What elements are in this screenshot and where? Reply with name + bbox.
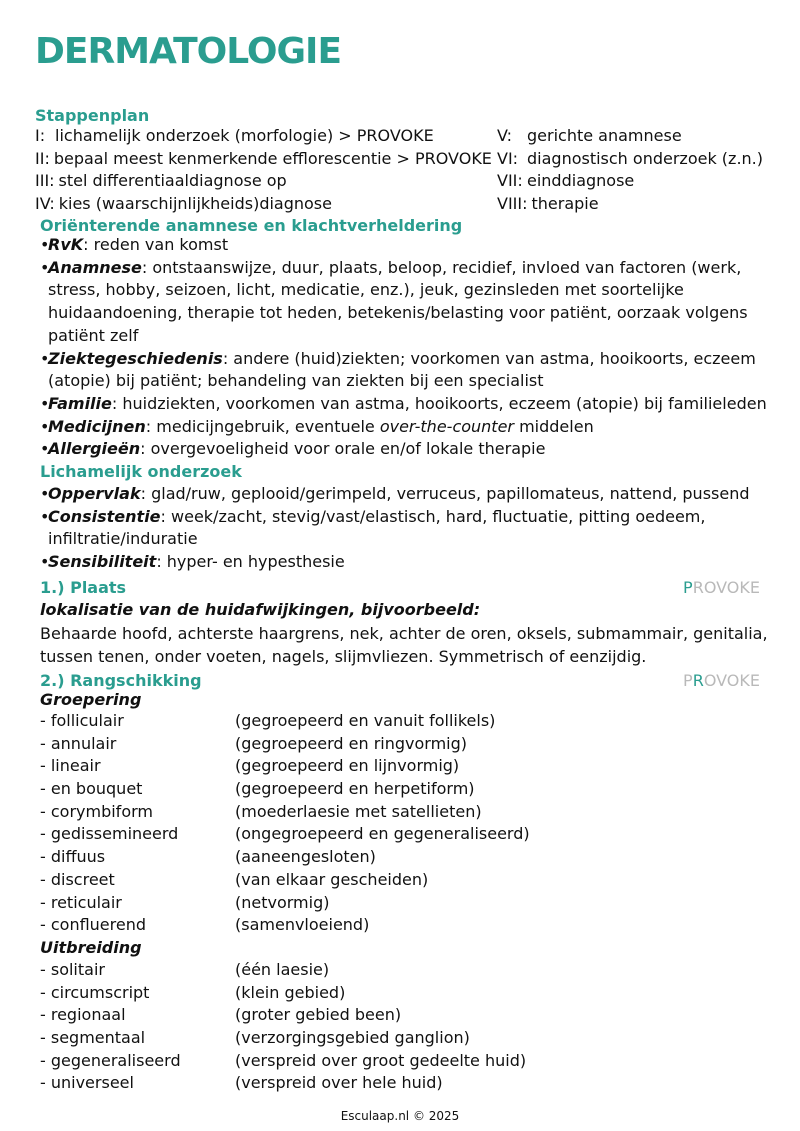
list-text: middelen <box>514 416 594 436</box>
plaats-subheading: lokalisatie van de huidafwijkingen, bijvoorbeeld: <box>40 600 481 619</box>
uitbreiding-heading: Uitbreiding <box>40 938 142 957</box>
definition-term: - annulair <box>40 733 117 753</box>
definition-desc: (samenvloeiend) <box>235 915 370 935</box>
definition-row <box>40 892 760 915</box>
step-item <box>497 193 787 216</box>
list-term: Anamnese <box>48 257 142 277</box>
page-title: DERMATOLOGIE <box>35 31 342 72</box>
provoke-post: ROVOKE <box>692 578 760 597</box>
step-text: lichamelijk onderzoek (morfologie) > PROVOKE <box>55 126 434 145</box>
step-item <box>35 125 495 148</box>
definition-row <box>40 778 760 801</box>
definition-desc: (groter gebied been) <box>235 1005 402 1025</box>
stappenplan-heading: Stappenplan <box>35 106 150 125</box>
definition-term: - lineair <box>40 756 101 776</box>
definition-desc: (verspreid over groot gedeelte huid) <box>235 1050 527 1070</box>
step-number: III: <box>35 171 55 191</box>
definition-row <box>40 846 760 869</box>
step-item <box>497 148 787 171</box>
definition-desc: (één laesie) <box>235 960 330 979</box>
list-item <box>40 438 770 461</box>
list-term: Sensibiliteit <box>48 552 157 572</box>
list-term: RvK <box>48 235 84 254</box>
step-text: gerichte anamnese <box>527 126 682 145</box>
footer-credit: Esculaap.nl © 2025 <box>340 1109 460 1123</box>
step-number: V: <box>497 126 513 145</box>
definition-desc: (klein gebied) <box>235 982 346 1002</box>
list-item <box>40 551 770 574</box>
groepering-heading: Groepering <box>40 690 142 709</box>
definition-row <box>40 1027 760 1050</box>
step-text: therapie <box>531 194 599 214</box>
definition-row <box>40 982 760 1005</box>
definition-desc: (gegroepeerd en herpetiform) <box>235 779 475 799</box>
provoke-post: OVOKE <box>703 671 760 690</box>
definition-row <box>40 823 760 846</box>
list-text: : medicijngebruik, eventuele <box>145 416 380 436</box>
step-text: einddiagnose <box>527 171 635 191</box>
definition-desc: (verspreid over hele huid) <box>235 1073 443 1093</box>
provoke-highlight: P <box>683 578 693 597</box>
step-number: VII: <box>497 171 523 191</box>
step-text: diagnostisch onderzoek (z.n.) <box>527 148 763 168</box>
list-item <box>40 348 770 393</box>
definition-row <box>40 1004 760 1027</box>
definition-row <box>40 1072 760 1095</box>
list-term: Medicijnen <box>48 416 146 436</box>
rangschikking-heading: 2.) Rangschikking <box>40 671 202 690</box>
definition-term: - folliculair <box>40 711 124 730</box>
list-item <box>40 393 770 416</box>
definition-row <box>40 733 760 756</box>
stappenplan-left-column <box>35 125 495 216</box>
plaats-section-header <box>40 578 760 598</box>
lichamelijk-heading: Lichamelijk onderzoek <box>40 462 242 481</box>
provoke-indicator <box>683 671 760 691</box>
step-item <box>35 148 495 171</box>
definition-desc: (gegroepeerd en lijnvormig) <box>235 756 460 776</box>
list-text: : glad/ruw, geplooid/gerimpeld, verruceus, papillomateus, nattend, pussend <box>140 484 750 503</box>
provoke-highlight: R <box>692 671 704 690</box>
list-item <box>40 416 770 439</box>
definition-term: - corymbiform <box>40 801 153 821</box>
definition-desc: (moederlaesie met satellieten) <box>235 801 482 821</box>
definition-term: - universeel <box>40 1073 134 1093</box>
list-term: Oppervlak <box>48 484 141 503</box>
definition-row <box>40 1050 760 1073</box>
step-text: kies (waarschijnlijkheids)diagnose <box>58 194 332 214</box>
list-term: Ziektegeschiedenis <box>48 348 223 368</box>
definition-desc: (gegroepeerd en vanuit follikels) <box>235 711 496 730</box>
definition-term: - segmentaal <box>40 1028 146 1048</box>
step-text: bepaal meest kenmerkende efflorescentie > PROVOKE <box>53 148 492 168</box>
lichamelijk-list <box>40 483 770 574</box>
plaats-heading: 1.) Plaats <box>40 578 127 597</box>
list-term: Consistentie <box>48 506 161 526</box>
list-item <box>40 234 770 257</box>
anamnese-heading: Oriënterende anamnese en klachtverheldering <box>40 216 463 235</box>
definition-desc: (ongegroepeerd en gegeneraliseerd) <box>235 824 530 844</box>
provoke-pre: P <box>683 671 693 690</box>
definition-row <box>40 755 760 778</box>
definition-row <box>40 869 760 892</box>
list-text: : week/zacht, stevig/vast/elastisch, hard, fluctuatie, pitting oedeem, infiltratie/induratie <box>48 506 706 549</box>
step-item <box>497 170 787 193</box>
list-text-italic: over-the-counter <box>379 416 514 436</box>
rangschikking-section-header <box>40 671 760 691</box>
definition-term: - regionaal <box>40 1005 126 1025</box>
step-number: I: <box>35 126 46 145</box>
step-item <box>35 193 495 216</box>
definition-desc: (netvormig) <box>235 892 330 912</box>
definition-desc: (van elkaar gescheiden) <box>235 869 429 889</box>
step-item <box>35 170 495 193</box>
list-text: : overgevoeligheid voor orale en/of lokale therapie <box>140 439 546 459</box>
step-number: VIII: <box>497 194 528 214</box>
step-number: VI: <box>497 148 519 168</box>
list-item <box>40 506 770 551</box>
definition-term: - reticulair <box>40 892 122 912</box>
step-number: IV: <box>35 194 55 214</box>
list-text: : huidziekten, voorkomen van astma, hooikoorts, eczeem (atopie) bij familieleden <box>111 393 767 413</box>
provoke-indicator <box>683 578 760 598</box>
definition-term: - circumscript <box>40 982 150 1002</box>
definition-row <box>40 959 760 982</box>
groepering-list <box>40 710 760 937</box>
definition-desc: (aaneengesloten) <box>235 847 376 867</box>
step-number: II: <box>35 148 50 168</box>
definition-term: - diffuus <box>40 847 106 867</box>
definition-row <box>40 710 760 733</box>
definition-term: - solitair <box>40 960 105 979</box>
list-text: : reden van komst <box>83 235 229 254</box>
plaats-text: Behaarde hoofd, achterste haargrens, nek, achter de oren, oksels, submammair, genitalia, tussen tenen, onder voeten, nagels, slijmvliezen. Symmetrisch of eenzijdig. <box>40 624 768 666</box>
list-text: : andere (huid)ziekten; voorkomen van astma, hooikoorts, eczeem (atopie) bij patiënt; behandeling van ziekten bij een specialist <box>48 348 756 391</box>
definition-desc: (verzorgingsgebied ganglion) <box>235 1028 470 1048</box>
list-text: : hyper- en hypesthesie <box>156 552 345 572</box>
definition-row <box>40 801 760 824</box>
stappenplan-right-column <box>497 125 787 216</box>
list-term: Familie <box>48 393 112 413</box>
step-text: stel differentiaaldiagnose op <box>58 171 287 191</box>
definition-term: - en bouquet <box>40 779 143 799</box>
step-item <box>497 125 787 148</box>
list-text: : ontstaanswijze, duur, plaats, beloop, recidief, invloed van factoren (werk, stress, hobby, seizoen, licht, medicatie, enz.), jeuk, gezinsleden met soortelijke huidaandoening, therapie tot heden, betekenis/belasting voor patiënt, oorzaak volgens patiënt zelf <box>48 257 748 345</box>
uitbreiding-list <box>40 959 760 1095</box>
list-item <box>40 257 770 348</box>
definition-term: - discreet <box>40 869 115 889</box>
definition-term: - gegeneraliseerd <box>40 1050 181 1070</box>
definition-row <box>40 914 760 937</box>
list-term: Allergieën <box>48 439 141 459</box>
definition-term: - confluerend <box>40 915 147 935</box>
list-item <box>40 483 770 506</box>
anamnese-list <box>40 234 770 461</box>
definition-desc: (gegroepeerd en ringvormig) <box>235 733 468 753</box>
definition-term: - gedissemineerd <box>40 824 179 844</box>
